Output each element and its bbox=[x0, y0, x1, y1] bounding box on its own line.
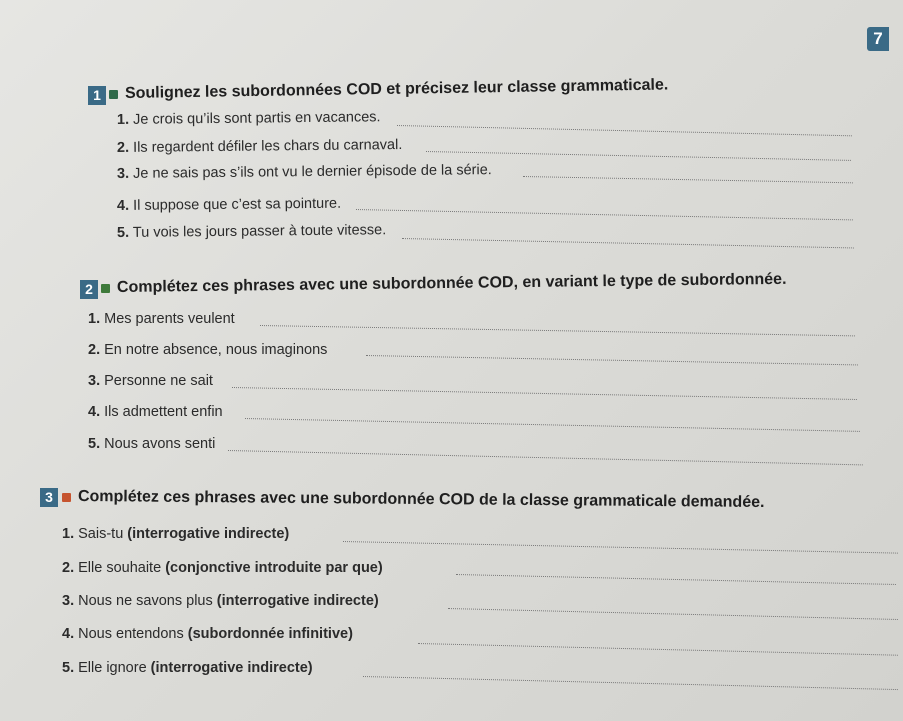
exercise-3-marker-icon bbox=[62, 493, 71, 502]
exercise-1-marker-icon bbox=[109, 90, 118, 99]
ex2-item-1: 1. Mes parents veulent bbox=[88, 311, 235, 327]
ex3-item-3: 3. Nous ne savons plus (interrogative indirecte) bbox=[62, 593, 379, 609]
ex2-answer-line-4[interactable] bbox=[245, 418, 860, 432]
ex3-item-1: 1. Sais-tu (interrogative indirecte) bbox=[62, 526, 290, 542]
ex3-item-4: 4. Nous entendons (subordonnée infinitive) bbox=[62, 626, 353, 642]
ex2-answer-line-2[interactable] bbox=[366, 355, 858, 365]
ex2-item-5: 5. Nous avons senti bbox=[88, 436, 216, 452]
ex1-answer-line-2[interactable] bbox=[426, 151, 851, 161]
ex3-answer-line-1[interactable] bbox=[343, 541, 898, 554]
ex1-answer-line-4[interactable] bbox=[356, 209, 853, 220]
exercise-1-instruction: Soulignez les subordonnées COD et précisez leur classe grammaticale. bbox=[124, 76, 669, 102]
exercise-3-instruction: Complétez ces phrases avec une subordonnée COD de la classe grammaticale demandée. bbox=[77, 488, 765, 511]
ex3-answer-line-5[interactable] bbox=[363, 676, 898, 690]
ex2-answer-line-3[interactable] bbox=[232, 387, 857, 400]
ex2-item-3: 3. Personne ne sait bbox=[88, 373, 213, 389]
ex1-item-5: 5. Tu vois les jours passer à toute vitesse. bbox=[116, 222, 387, 241]
ex3-answer-line-2[interactable] bbox=[456, 574, 896, 585]
ex3-item-2: 2. Elle souhaite (conjonctive introduite par que) bbox=[62, 560, 383, 576]
ex3-item-5: 5. Elle ignore (interrogative indirecte) bbox=[62, 660, 313, 676]
page-number: 7 bbox=[867, 27, 889, 51]
exercise-3-number: 3 bbox=[40, 488, 58, 507]
exercise-2-instruction: Complétez ces phrases avec une subordonnée COD, en variant le type de subordonnée. bbox=[116, 270, 787, 296]
ex1-answer-line-5[interactable] bbox=[402, 238, 854, 248]
ex2-answer-line-1[interactable] bbox=[260, 325, 855, 336]
ex1-item-4: 4. Il suppose que c’est sa pointure. bbox=[116, 195, 342, 214]
ex2-answer-line-5[interactable] bbox=[228, 450, 863, 465]
ex1-item-2: 2. Ils regardent défiler les chars du carnaval. bbox=[116, 137, 403, 156]
ex1-answer-line-3[interactable] bbox=[523, 176, 853, 183]
ex3-answer-line-4[interactable] bbox=[418, 643, 898, 656]
ex1-answer-line-1[interactable] bbox=[397, 125, 852, 136]
ex1-item-1: 1. Je crois qu’ils sont partis en vacances. bbox=[116, 109, 381, 128]
exercise-1-number: 1 bbox=[88, 86, 106, 105]
ex2-item-4: 4. Ils admettent enfin bbox=[88, 404, 223, 420]
ex2-item-2: 2. En notre absence, nous imaginons bbox=[88, 342, 328, 358]
exercise-2-number: 2 bbox=[80, 280, 98, 299]
ex3-answer-line-3[interactable] bbox=[448, 608, 898, 620]
exercise-2-marker-icon bbox=[101, 284, 110, 293]
ex1-item-3: 3. Je ne sais pas s’ils ont vu le dernier épisode de la série. bbox=[116, 162, 492, 182]
